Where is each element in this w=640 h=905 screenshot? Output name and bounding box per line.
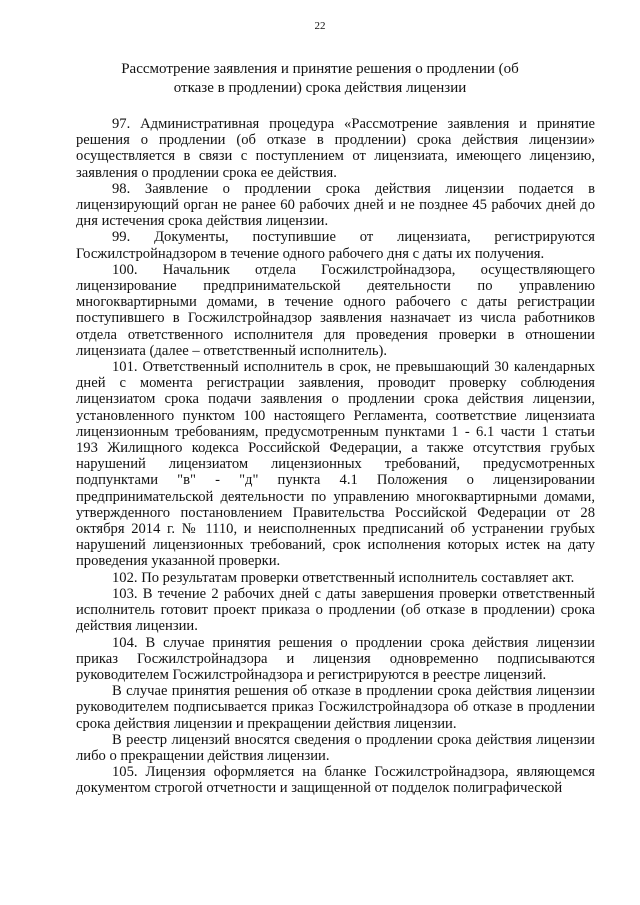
paragraph-104-registry: В реестр лицензий вносятся сведения о продлении срока действия лицензии либо о прекращении действия лицензии. [76,731,595,764]
paragraph-97: 97. Административная процедура «Рассмотрение заявления и принятие решения о продлении (об отказе в продлении) срока действия лицензии» осуществляется в связи с поступлением от лицензиата, имеющего лицензию, заявления о продлении срока ее действия. [76,116,595,181]
paragraph-98: 98. Заявление о продлении срока действия лицензии подается в лицензирующий орган не ранее 60 рабочих дней и не позднее 45 рабочих дней до дня истечения срока действия лицензии. [76,180,595,230]
page-number: 22 [314,20,326,32]
paragraph-103: 103. В течение 2 рабочих дней с даты завершения проверки ответственный исполнитель готовит проект приказа о продлении (об отказе в продлении) срока действия лицензии. [76,585,595,635]
paragraph-104-refusal: В случае принятия решения об отказе в продлении срока действия лицензии руководителем подписывается приказ Госжилстройнадзора об отказе в продлении срока действия лицензии и прекращении действия лицензии. [76,683,595,732]
section-title: Рассмотрение заявления и принятие решения о продлении (об отказе в продлении) срока действия лицензии [121,61,519,96]
paragraph-99: 99. Документы, поступившие от лицензиата, регистрируются Госжилстройнадзором в течение одного рабочего дня с даты их получения. [76,229,595,262]
paragraph-101: 101. Ответственный исполнитель в срок, не превышающий 30 календарных дней с момента регистрации заявления, проводит проверку соблюдения лицензиатом срока подачи заявления о продлении срока действия лицензии, установленного пунктом 100 настоящего Регламента, соответствие лицензиата лицензионным требованиям, предусмотренным пунктами 1 - 6.1 части 1 статьи 193 Жилищного кодекса Российской Федерации, а также отсутствия грубых нарушений лицензиатом лицензионных требований, предусмотренных подпунктами "в" - "д" пункта 4.1 Положения о лицензировании предпринимательской деятельности по управлению многоквартирными домами, утвержденного постановлением Правительства Российской Федерации от 28 октября 2014 г. № 1110, и неисполненных предписаний об устранении грубых нарушений лицензионных требований, срок исполнения которых истек на дату проведения указанной проверки. [76,359,595,570]
document-body [76,116,595,797]
paragraph-104: 104. В случае принятия решения о продлении срока действия лицензии приказ Госжилстройнадзора и лицензия одновременно подписываются руководителем Госжилстройнадзора и регистрируются в реестре лицензий. [76,634,595,683]
paragraph-100: 100. Начальник отдела Госжилстройнадзора, осуществляющего лицензирование предпринимательской деятельности по управлению многоквартирными домами, в течение одного рабочего с даты регистрации поступившего в Госжилстройнадзор заявления назначает из числа работников отдела ответственного исполнителя для проведения проверки в отношении лицензиата (далее – ответственный исполнитель). [76,261,595,359]
paragraph-102: 102. По результатам проверки ответственный исполнитель составляет акт. [112,569,575,586]
paragraph-105: 105. Лицензия оформляется на бланке Госжилстройнадзора, являющемся документом строгой отчетности и защищенной от подделок полиграфической [76,764,595,797]
